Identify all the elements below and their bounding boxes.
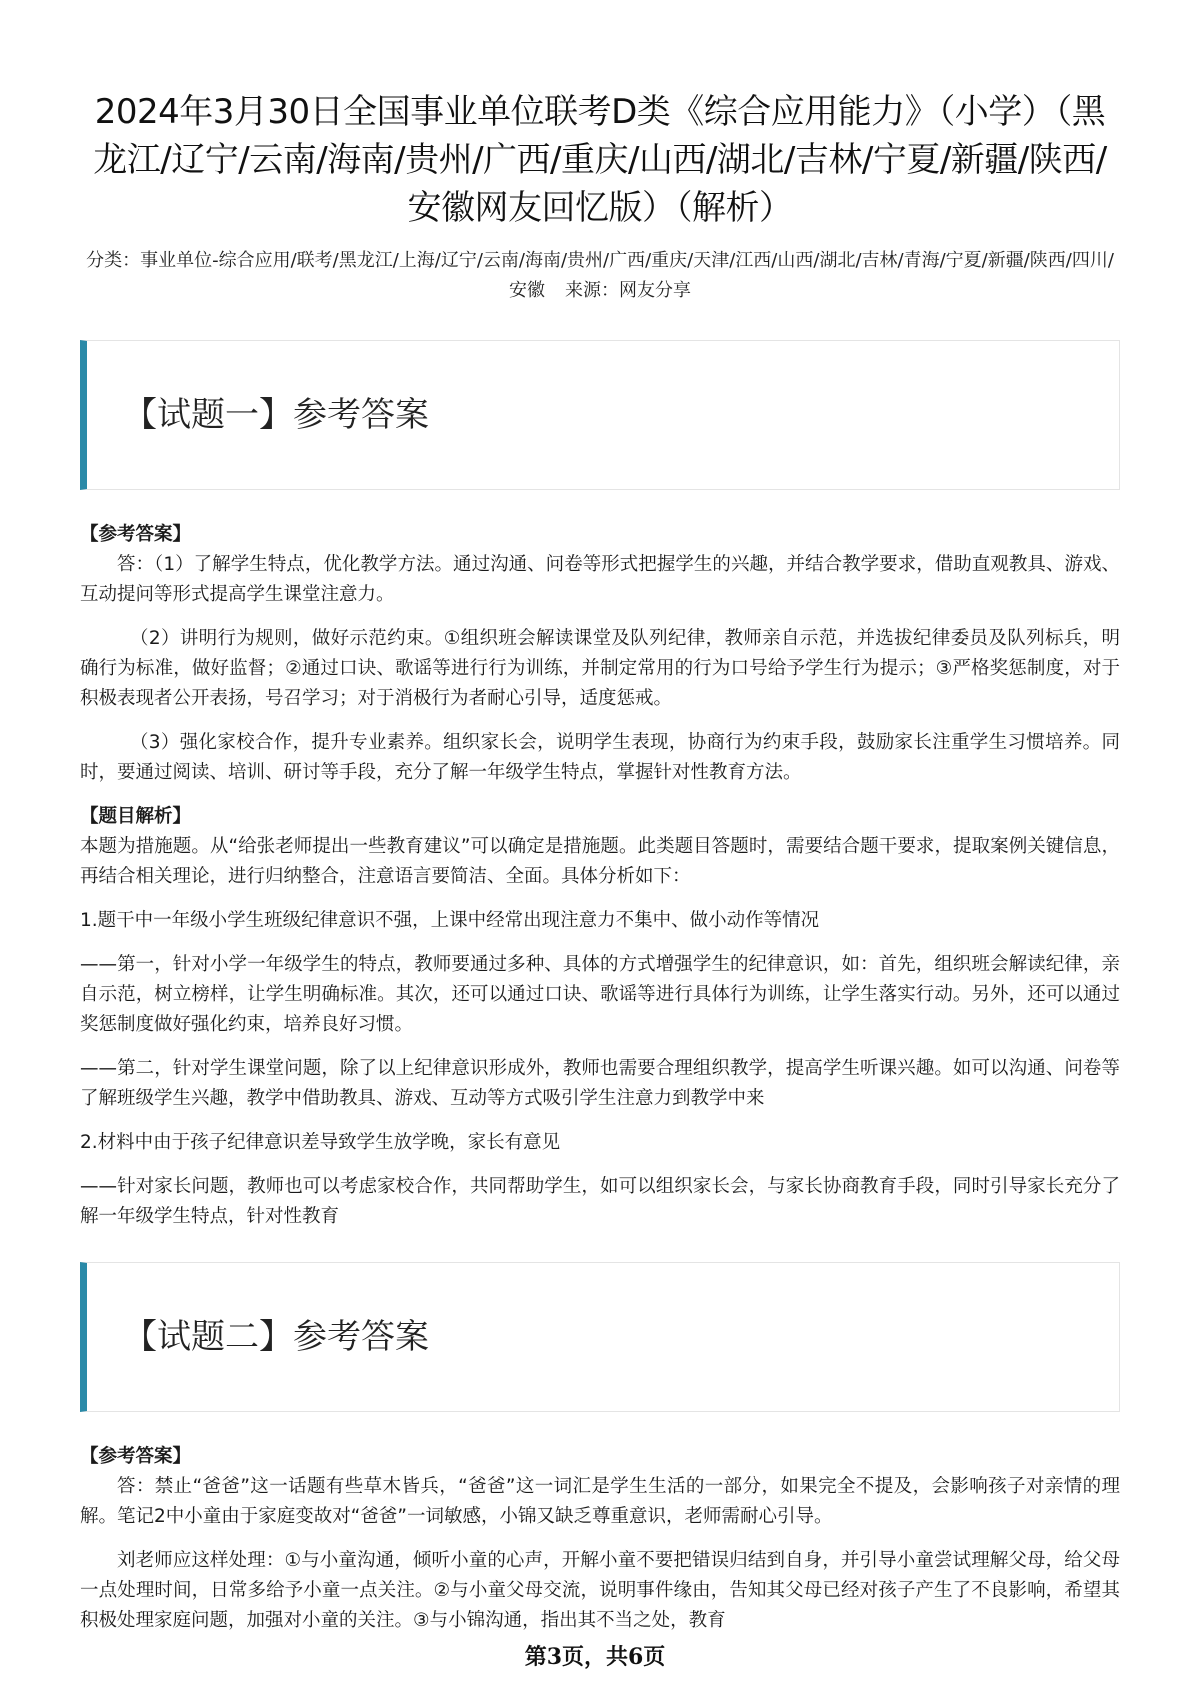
section-2-answer-paragraph: 刘老师应这样处理：①与小童沟通，倾听小童的心声，开解小童不要把错误归结到自身，并引导小童尝试理解父母，给父母一点处理时间，日常多给予小童一点关注。②与小童父母交流，说明事件缘由，告知其父母已经对孩子产生了不良影响，希望其积极处理家庭问题，加强对小童的关注。③与小锦沟通，指出其不当之处，教育 — [80, 1550, 1120, 1631]
section-2-answer-label: 【参考答案】 — [80, 1446, 192, 1467]
category-text: 分类：事业单位-综合应用/联考/黑龙江/上海/辽宁/云南/海南/贵州/广西/重庆/天津/江西/山西/湖北/吉林/青海/宁夏/新疆/陕西/四川/安徽 — [86, 250, 1114, 301]
section-1-analysis-paragraph: 本题为措施题。从“给张老师提出一些教育建议”可以确定是措施题。此类题目答题时，需要结合题干要求，提取案例关键信息，再结合相关理论，进行归纳整合，注意语言要简洁、全面。具体分析如下： — [80, 836, 1120, 887]
section-1-answer-label: 【参考答案】 — [80, 524, 192, 545]
section-2-content — [80, 1442, 1120, 1636]
section-1-answer-paragraph: （3）强化家校合作，提升专业素养。组织家长会，说明学生表现，协商行为约束手段，鼓励家长注重学生习惯培养。同时，要通过阅读、培训、研讨等手段，充分了解一年级学生特点，掌握针对性教育方法。 — [80, 732, 1120, 783]
section-2-answer-paragraph: 答：禁止“爸爸”这一话题有些草木皆兵，“爸爸”这一词汇是学生生活的一部分，如果完全不提及，会影响孩子对亲情的理解。笔记2中小童由于家庭变故对“爸爸”一词敏感，小锦又缺乏尊重意识，老师需耐心引导。 — [80, 1476, 1120, 1527]
document-meta — [80, 246, 1120, 306]
section-1-analysis-paragraph: 2.材料中由于孩子纪律意识差导致学生放学晚，家长有意见 — [80, 1132, 561, 1153]
section-1-analysis-paragraph: 1.题干中一年级小学生班级纪律意识不强，上课中经常出现注意力不集中、做小动作等情况 — [80, 910, 820, 931]
section-1-heading: 【试题一】参考答案 — [123, 395, 429, 435]
document-title: 2024年3月30日全国事业单位联考D类《综合应用能力》（小学）（黑龙江/辽宁/云南/海南/贵州/广西/重庆/山西/湖北/吉林/宁夏/新疆/陕西/安徽网友回忆版）（解析） — [93, 92, 1107, 228]
section-1-header — [80, 340, 1120, 490]
section-1-analysis-paragraph: ——第二，针对学生课堂问题，除了以上纪律意识形成外，教师也需要合理组织教学，提高学生听课兴趣。如可以沟通、问卷等了解班级学生兴趣，教学中借助教具、游戏、互动等方式吸引学生注意力到教学中来 — [80, 1058, 1120, 1109]
section-1-answer-paragraph: 答：（1）了解学生特点，优化教学方法。通过沟通、问卷等形式把握学生的兴趣，并结合教学要求，借助直观教具、游戏、互动提问等形式提高学生课堂注意力。 — [80, 554, 1120, 605]
source-text: 来源：网友分享 — [565, 280, 691, 301]
section-2-header — [80, 1262, 1120, 1412]
document-page — [80, 0, 1120, 1650]
section-1-analysis-label: 【题目解析】 — [80, 806, 192, 827]
section-1-content — [80, 520, 1120, 1232]
section-1-analysis-paragraph: ——针对家长问题，教师也可以考虑家校合作，共同帮助学生，如可以组织家长会，与家长协商教育手段，同时引导家长充分了解一年级学生特点，针对性教育 — [80, 1176, 1120, 1227]
section-1-answer-paragraph: （2）讲明行为规则，做好示范约束。①组织班会解读课堂及队列纪律，教师亲自示范，并选拔纪律委员及队列标兵，明确行为标准，做好监督；②通过口诀、歌谣等进行行为训练，并制定常用的行为口号给予学生行为提示；③严格奖惩制度，对于积极表现者公开表扬，号召学习；对于消极行为者耐心引导，适度惩戒。 — [80, 628, 1120, 709]
section-2-heading: 【试题二】参考答案 — [123, 1317, 429, 1357]
section-1-analysis-paragraph: ——第一，针对小学一年级学生的特点，教师要通过多种、具体的方式增强学生的纪律意识，如：首先，组织班会解读纪律，亲自示范，树立榜样，让学生明确标准。其次，还可以通过口诀、歌谣等进行具体行为训练，让学生落实行动。另外，还可以通过奖惩制度做好强化约束，培养良好习惯。 — [80, 954, 1120, 1035]
page-number-footer: 第3页，共6页 — [524, 1644, 666, 1670]
